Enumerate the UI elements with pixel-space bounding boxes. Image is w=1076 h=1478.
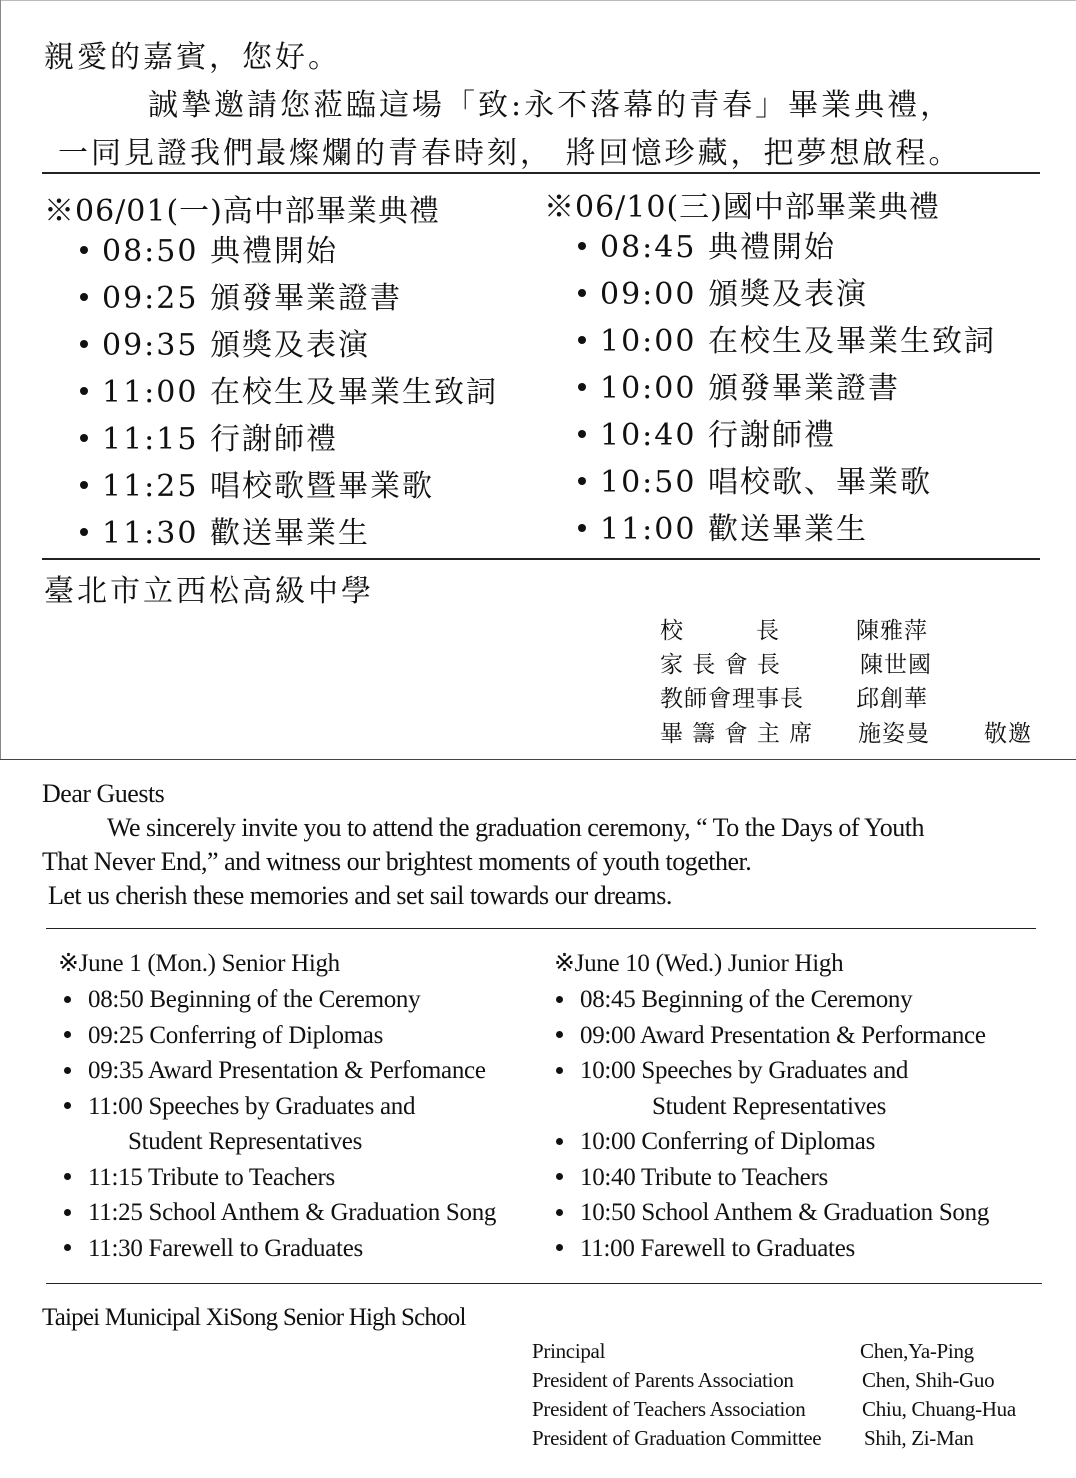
zh-signatory-name: 施姿曼 [858, 721, 930, 747]
bullet-icon [64, 1031, 71, 1038]
bullet-icon [556, 1209, 563, 1216]
bullet-icon [578, 430, 586, 438]
schedule-item: 10:50 唱校歌、畢業歌 [578, 459, 996, 506]
schedule-item: 11:00 Speeches by Graduates and [64, 1089, 496, 1125]
zh-greeting: 親愛的嘉賓，您好。 [44, 40, 341, 75]
en-invite-line-3: Let us cherish these memories and set sail towards our dreams. [48, 881, 672, 910]
schedule-item: 11:00 Farewell to Graduates [556, 1231, 989, 1267]
schedule-item: 11:15 行謝師禮 [80, 416, 498, 463]
bullet-icon [64, 1173, 71, 1180]
zh-divider-bottom [42, 558, 1040, 560]
schedule-item: 11:00 歡送畢業生 [578, 506, 996, 553]
en-divider-bottom [46, 1283, 1042, 1284]
schedule-item: 08:50 典禮開始 [80, 228, 498, 275]
bullet-icon [64, 1067, 71, 1074]
zh-senior-heading: ※06/01(一)高中部畢業典禮 [44, 194, 440, 229]
schedule-item: 10:40 行謝師禮 [578, 412, 996, 459]
bullet-icon [80, 246, 88, 254]
zh-junior-heading: ※06/10(三)國中部畢業典禮 [544, 190, 940, 225]
en-senior-heading: ※June 1 (Mon.) Senior High [58, 950, 340, 977]
zh-divider-top [42, 172, 1040, 174]
bullet-icon [80, 528, 88, 536]
bullet-icon [578, 383, 586, 391]
bullet-icon [64, 1244, 71, 1251]
schedule-item: 11:25 School Anthem & Graduation Song [64, 1195, 496, 1231]
bullet-icon [80, 293, 88, 301]
en-invite-line-2: That Never End,” and witness our brightest moments of youth together. [42, 847, 752, 876]
bullet-icon [80, 340, 88, 348]
schedule-item: 10:00 Speeches by Graduates and [556, 1053, 989, 1089]
en-signatory-name: Chen, Shih-Guo [862, 1368, 995, 1392]
bullet-icon [80, 481, 88, 489]
schedule-item: 09:25 Conferring of Diplomas [64, 1018, 496, 1054]
zh-signatory-name: 陳世國 [860, 652, 932, 678]
zh-signatory-name: 邱創華 [856, 686, 928, 712]
en-signatory-title: President of Teachers Association [532, 1397, 806, 1421]
bullet-icon [578, 289, 586, 297]
bullet-icon [556, 1031, 563, 1038]
en-senior-schedule [64, 982, 496, 1266]
en-greeting: Dear Guests [42, 779, 165, 808]
bullet-icon [578, 336, 586, 344]
schedule-item-continuation: Student Representatives [128, 1128, 363, 1155]
en-junior-heading: ※June 10 (Wed.) Junior High [554, 950, 844, 977]
schedule-item: 09:35 Award Presentation & Perfomance [64, 1053, 496, 1089]
zh-school-name: 臺北市立西松高級中學 [44, 574, 374, 609]
bullet-icon [578, 524, 586, 532]
bullet-icon [80, 387, 88, 395]
zh-signatory-title: 家 長 會 長 [660, 652, 781, 678]
en-school-name: Taipei Municipal XiSong Senior High School [42, 1304, 466, 1331]
en-signatory-name: Chiu, Chuang-Hua [862, 1397, 1016, 1421]
schedule-item: 11:25 唱校歌暨畢業歌 [80, 463, 498, 510]
language-divider [0, 759, 1076, 760]
schedule-item: 08:45 典禮開始 [578, 224, 996, 271]
schedule-item: 08:45 Beginning of the Ceremony [556, 982, 989, 1018]
en-junior-schedule [556, 982, 989, 1266]
zh-signatory-title: 畢 籌 會 主 席 [660, 721, 814, 747]
bullet-icon [64, 1102, 71, 1109]
bullet-icon [64, 1209, 71, 1216]
bullet-icon [556, 1067, 563, 1074]
schedule-item: 09:00 Award Presentation & Performance [556, 1018, 989, 1054]
en-signatory-title: Principal [532, 1339, 606, 1363]
schedule-item: 11:30 歡送畢業生 [80, 510, 498, 557]
bullet-icon [578, 477, 586, 485]
zh-signatory-name: 陳雅萍 [856, 618, 928, 644]
bullet-icon [556, 1173, 563, 1180]
schedule-item: 11:00 在校生及畢業生致詞 [80, 369, 498, 416]
en-signatory-name: Shih, Zi-Man [864, 1426, 974, 1450]
schedule-item: 09:00 頒獎及表演 [578, 271, 996, 318]
schedule-item: 09:35 頒獎及表演 [80, 322, 498, 369]
schedule-item: 10:40 Tribute to Teachers [556, 1160, 989, 1196]
schedule-item: 10:00 在校生及畢業生致詞 [578, 318, 996, 365]
schedule-item: 10:50 School Anthem & Graduation Song [556, 1195, 989, 1231]
schedule-item: 09:25 頒發畢業證書 [80, 275, 498, 322]
en-signatory-title: President of Graduation Committee [532, 1426, 822, 1450]
bullet-icon [556, 996, 563, 1003]
en-signatory-title: President of Parents Association [532, 1368, 794, 1392]
bullet-icon [64, 996, 71, 1003]
zh-invite-line-2: 一同見證我們最燦爛的青春時刻， 將回憶珍藏，把夢想啟程。 [58, 136, 962, 171]
zh-closing: 敬邀 [984, 721, 1032, 747]
schedule-item: 10:00 Conferring of Diplomas [556, 1124, 989, 1160]
bullet-icon [578, 242, 586, 250]
en-invite-line-1: We sincerely invite you to attend the graduation ceremony, “ To the Days of Youth [107, 813, 924, 842]
zh-invite-line-1: 誠摯邀請您蒞臨這場「致:永不落幕的青春」畢業典禮， [148, 88, 954, 123]
bullet-icon [556, 1138, 563, 1145]
bullet-icon [80, 434, 88, 442]
en-divider-top [46, 928, 1036, 929]
zh-senior-schedule [80, 228, 498, 557]
zh-signatory-title: 校 長 [660, 618, 780, 644]
schedule-item: 11:15 Tribute to Teachers [64, 1160, 496, 1196]
schedule-item: 11:30 Farewell to Graduates [64, 1231, 496, 1267]
schedule-item: 08:50 Beginning of the Ceremony [64, 982, 496, 1018]
bullet-icon [556, 1244, 563, 1251]
page-left-border [0, 0, 1, 760]
schedule-item-continuation: Student Representatives [652, 1092, 887, 1120]
page-top-border [0, 0, 1076, 7]
zh-junior-schedule [578, 224, 996, 553]
schedule-item: 10:00 頒發畢業證書 [578, 365, 996, 412]
en-signatory-name: Chen,Ya-Ping [860, 1339, 974, 1363]
zh-signatory-title: 教師會理事長 [660, 686, 804, 712]
